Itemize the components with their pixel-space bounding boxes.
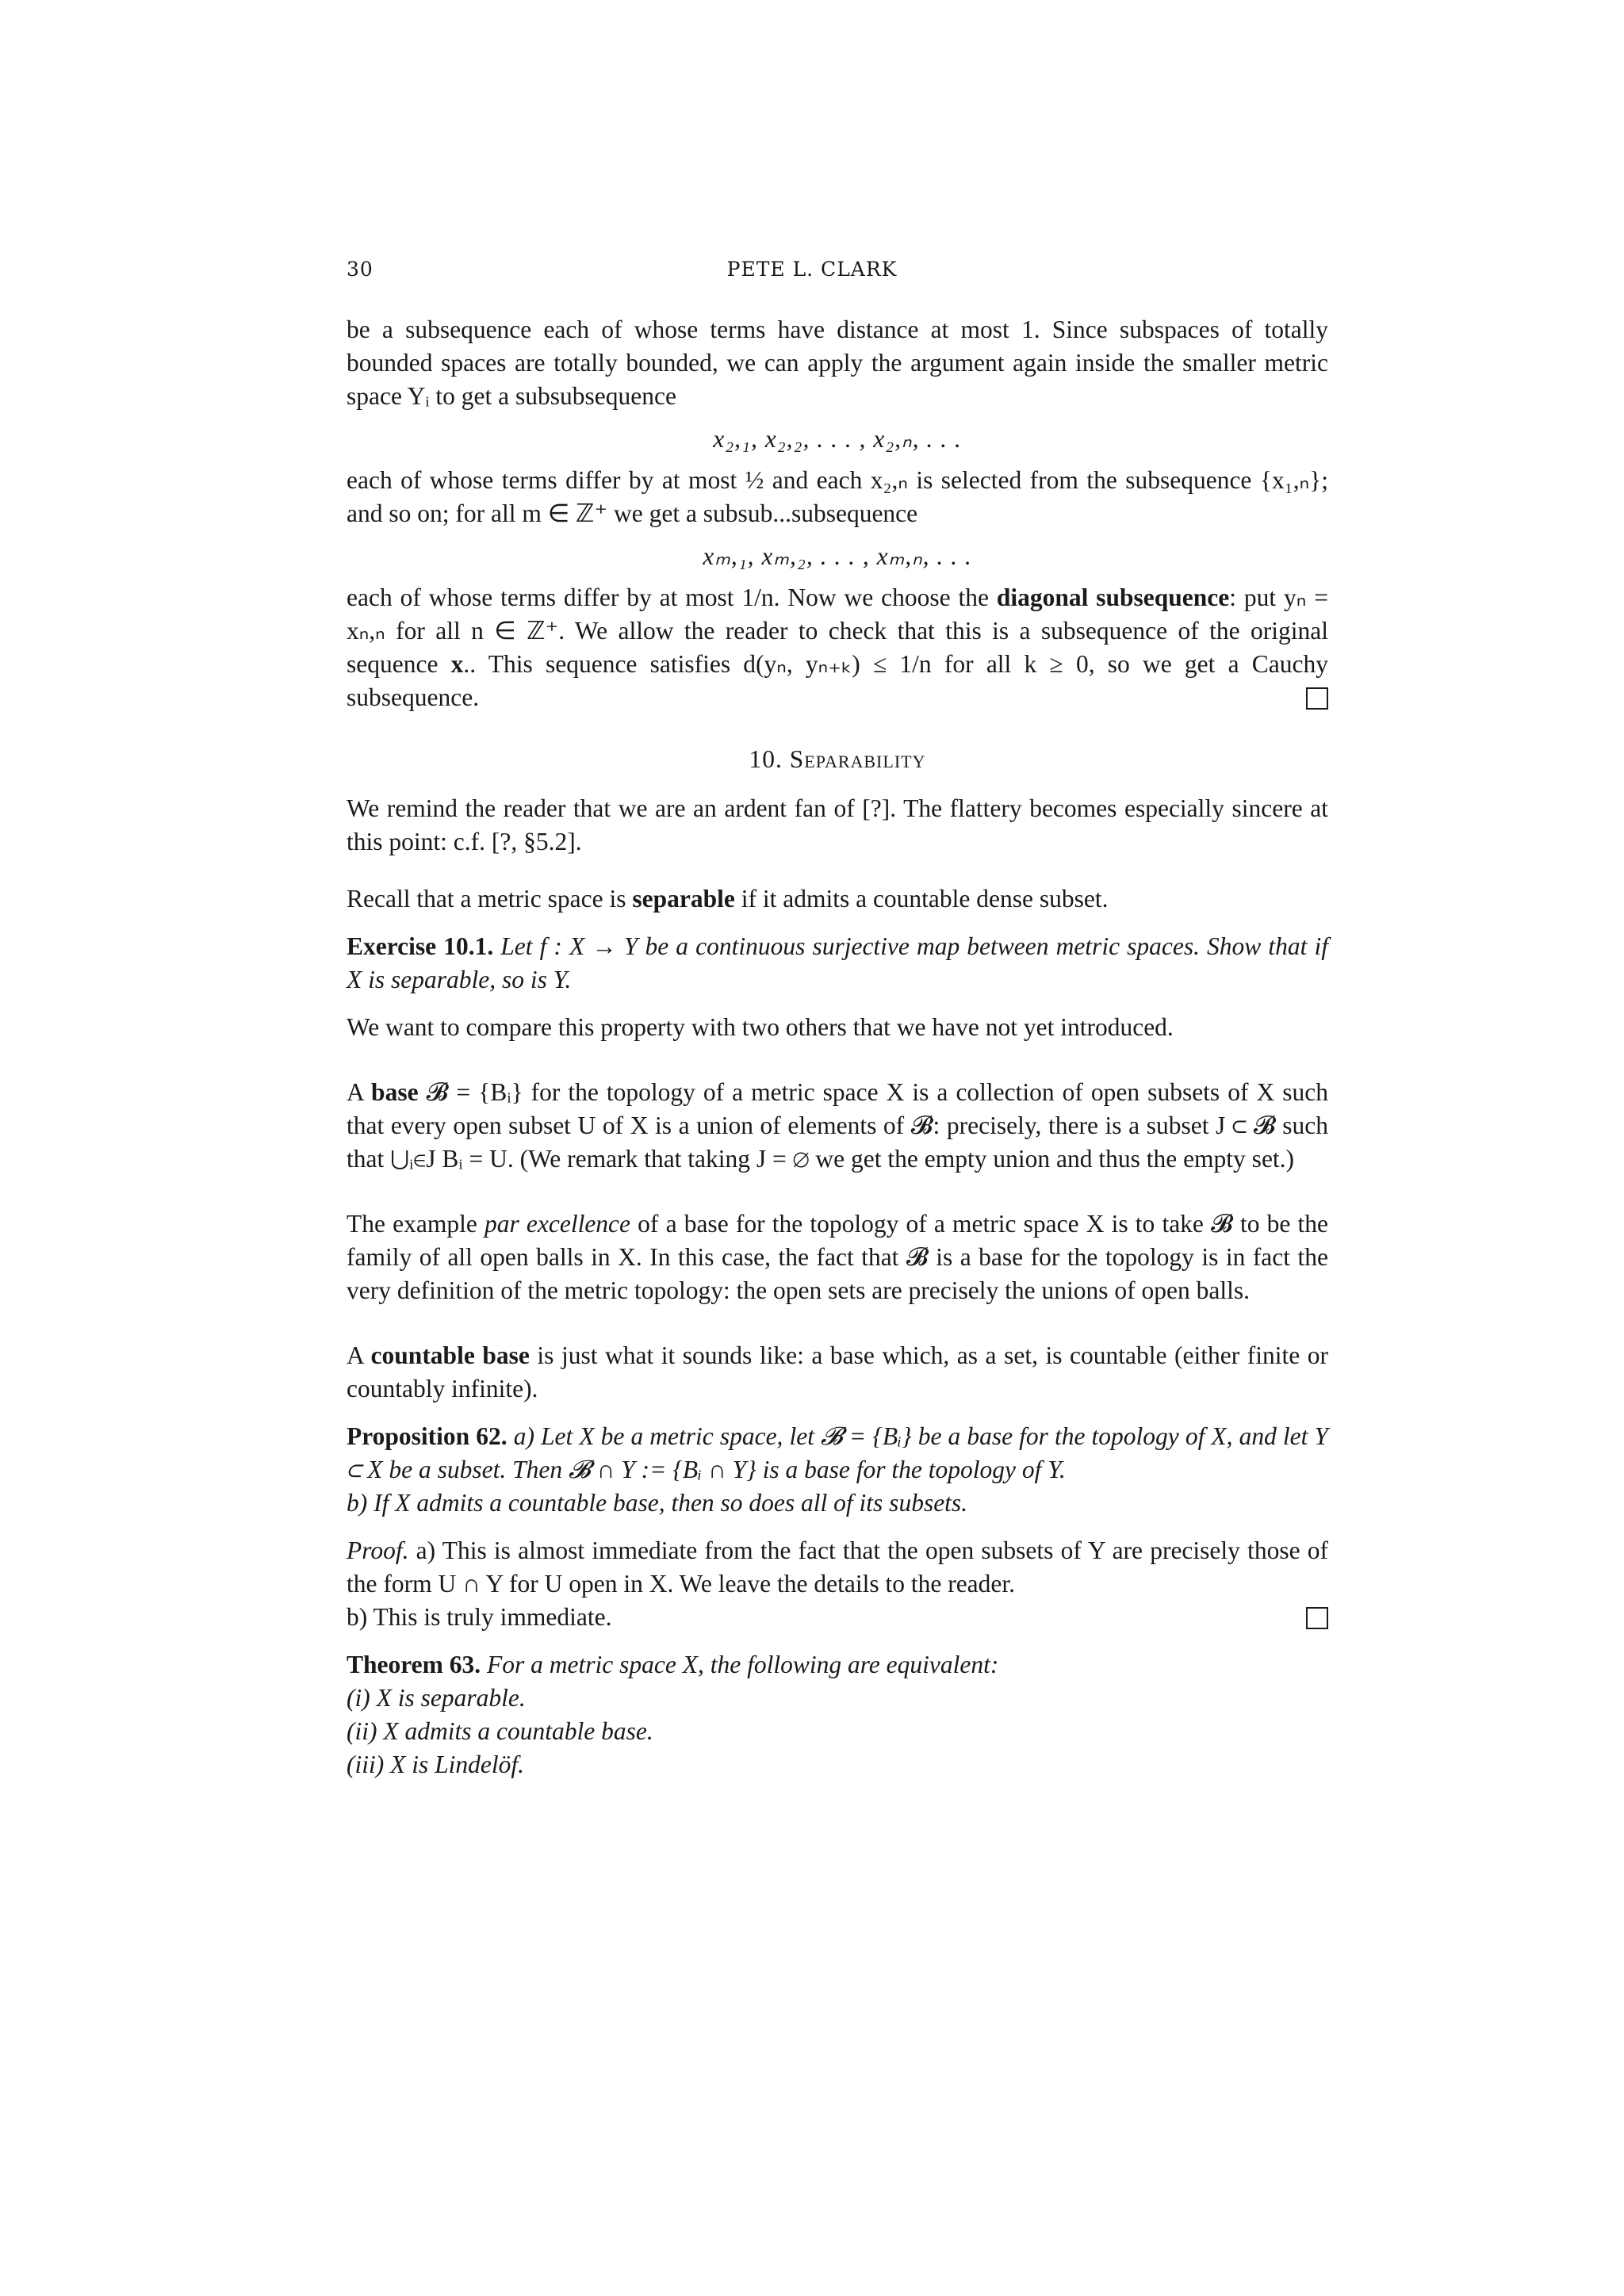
- section-heading: 10. Separability: [749, 745, 926, 773]
- text-run: if it admits a countable dense subset.: [734, 885, 1109, 913]
- paragraph: be a subsequence each of whose terms have distance at most 1. Since subspaces of totally bounded spaces are totally bounded, we can apply the argument again inside the smaller metric space Yᵢ to get a subsubsequence: [347, 316, 1328, 410]
- paragraph: We remind the reader that we are an ardent fan of [?]. The flattery becomes especially sincere at this point: c.f. [?, §5.2].: [347, 794, 1328, 855]
- proof: [347, 1534, 1328, 1634]
- paragraph: [347, 1207, 1328, 1307]
- emphasis: par excellence: [484, 1210, 631, 1238]
- term-countable-base: countable base: [370, 1341, 530, 1369]
- proof-label: Proof.: [347, 1536, 409, 1564]
- paragraph: each of whose terms differ by at most ½ and each x₂,ₙ is selected from the subsequence {x₁,ₙ}; and so on; for all m ∈ ℤ⁺ we get a subsub...subsequence: [347, 466, 1328, 527]
- proposition-label: Proposition 62.: [347, 1422, 508, 1450]
- qed-square-icon: [1306, 1607, 1328, 1629]
- proposition: [347, 1420, 1328, 1520]
- proof-part-b-line: [347, 1601, 1328, 1634]
- text-run: The example: [347, 1210, 485, 1238]
- display-equation: xₘ,₁, xₘ,₂, . . . , xₘ,ₙ, . . .: [703, 542, 972, 570]
- proof-part-a: a) This is almost immediate from the fact that the open subsets of Y are precisely those of the form U ∩ Y for U open in X. We leave the details to the reader.: [347, 1536, 1328, 1598]
- paragraph: [347, 581, 1328, 714]
- theorem-text: For a metric space X, the following are equivalent:: [487, 1651, 999, 1678]
- text-run: each of whose terms differ by at most 1/n. Now we choose the: [347, 584, 997, 611]
- proposition-part-b: b) If X admits a countable base, then so does all of its subsets.: [347, 1489, 968, 1517]
- exercise: [347, 930, 1328, 997]
- theorem-item: (iii) X is Lindelöf.: [347, 1751, 524, 1778]
- paragraph: We want to compare this property with two others that we have not yet introduced.: [347, 1013, 1174, 1041]
- term-diagonal-subsequence: diagonal subsequence: [996, 584, 1230, 611]
- proposition-part-a: a) Let X be a metric space, let 𝓑 = {Bᵢ} be a base for the topology of X, and let Y ⊂ X be a subset. Then 𝓑 ∩ Y := {Bᵢ ∩ Y} is a base for the topology of Y.: [347, 1422, 1328, 1483]
- paragraph: [347, 1339, 1328, 1406]
- text-run: 𝓑 = {Bᵢ} for the topology of a metric space X is a collection of open subsets of X such that every open subset U of X is a union of elements of 𝓑: precisely, there is a subset J ⊂ 𝓑 such that ⋃ᵢ∈J Bᵢ = U. (We remark that taking J = ∅ we get the empty union and thus the empty set.): [347, 1078, 1328, 1173]
- text-run: A: [347, 1078, 372, 1106]
- text-run: : put yₙ = xₙ,ₙ for all n ∈ ℤ⁺. We allow the reader to check that this is a subsequence of the original sequence: [347, 584, 1328, 678]
- text-run: A: [347, 1341, 371, 1369]
- text-run: Recall that a metric space is: [347, 885, 633, 913]
- exercise-text: Let f : X → Y be a continuous surjective map between metric spaces. Show that if X is separable, so is Y.: [347, 932, 1328, 993]
- paragraph: [347, 1076, 1328, 1176]
- theorem-item: (ii) X admits a countable base.: [347, 1717, 653, 1745]
- paragraph: [347, 882, 1328, 916]
- text-run: of a base for the topology of a metric space X is to take 𝓑 to be the family of all open balls in X. In this case, the fact that 𝓑 is a base for the topology is in fact the very definition of the metric topology: the open sets are precisely the unions of open balls.: [347, 1210, 1329, 1304]
- display-equation: x₂,₁, x₂,₂, . . . , x₂,ₙ, . . .: [713, 425, 962, 453]
- theorem-item: (i) X is separable.: [347, 1684, 526, 1712]
- text-run: is just what it sounds like: a base which, as a set, is countable (either finite or countably infinite).: [347, 1341, 1328, 1402]
- theorem: [347, 1648, 1328, 1781]
- term-base: base: [371, 1078, 419, 1106]
- qed-square-icon: [1306, 687, 1328, 710]
- exercise-label: Exercise 10.1.: [347, 932, 494, 960]
- term-separable: separable: [632, 885, 735, 913]
- text-run: .. This sequence satisfies d(yₙ, yₙ₊ₖ) ≤ 1/n for all k ≥ 0, so we get a Cauchy subsequence.: [347, 650, 1328, 711]
- theorem-label: Theorem 63.: [347, 1651, 481, 1678]
- running-head: PETE L. CLARK: [726, 258, 898, 281]
- page-number: 30: [347, 258, 373, 281]
- bold-symbol: x: [450, 650, 464, 678]
- proof-part-b: b) This is truly immediate.: [347, 1603, 612, 1631]
- page-body: [347, 313, 1328, 1781]
